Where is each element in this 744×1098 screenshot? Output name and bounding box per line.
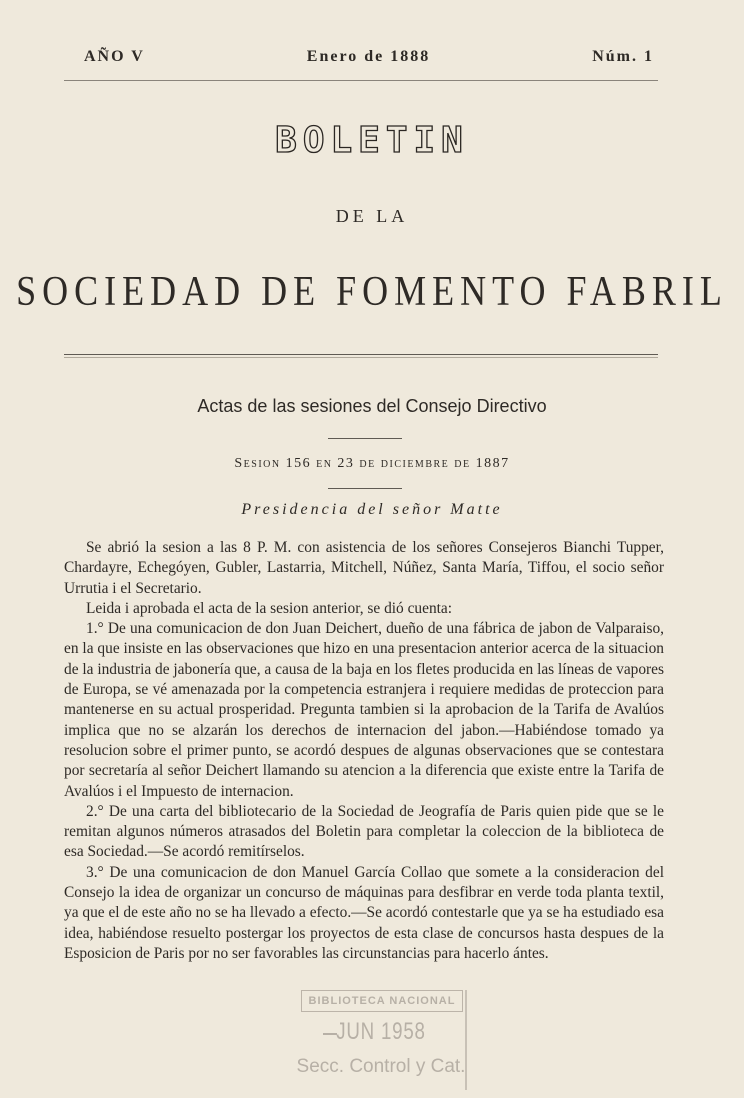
stamp-section: Secc. Control y Cat. xyxy=(296,1056,466,1077)
issue-number: Núm. 1 xyxy=(592,48,654,65)
heading-rule xyxy=(328,438,402,439)
society-name: SOCIEDAD DE FOMENTO FABRIL xyxy=(16,267,728,315)
stamp-library-name: BIBLIOTECA NACIONAL xyxy=(301,990,463,1012)
section-heading: Actas de las sesiones del Consejo Directivo xyxy=(197,396,547,416)
paragraph-item-3: 3.° De una comunicacion de don Manuel García Collao que somete a la consideracion del Consejo la idea de organizar un concurso de máquinas para desfibrar en verde toda planta textil, ya que el de este año no se ha llevado a efecto.—Se acordó contestarle que ya se ha estudiado esa idea, habiéndose resuelto postergar los proyectos de esta clase de concursos hasta despues de la Esposicion de Paris por no ser favorables las circunstancias para hacerlo ántes. xyxy=(64,863,664,962)
masthead-divider xyxy=(64,80,658,81)
presidency-line: Presidencia del señor Matte xyxy=(241,501,503,518)
library-stamp xyxy=(295,986,467,1094)
title-divider-secondary xyxy=(64,357,658,358)
paragraph-approval: Leida i aprobada el acta de la sesion anterior, se dió cuenta: xyxy=(86,599,453,617)
publication-title: BOLETIN xyxy=(275,120,469,161)
paragraph-item-1: 1.° De una comunicacion de don Juan Deichert, dueño de una fábrica de jabon de Valparaiso, en la que insiste en las observaciones que hizo en una presentacion anterior acerca de la situacion de la industria de jabonería que, a causa de la baja en los fletes producida en las líneas de vapores de Europa, se vé amenazada por la competencia estranjera i requiere medidas de proteccion para mantenerse en su actual prosperidad. Pregunta tambien si la aprobacion de la Tarifa de Avalúos implica que no se alzarán los derechos de internacion del jabon.—Habiéndose tomado ya resolucion sobre el primer punto, se acordó despues de algunas observaciones que se contestara por secretaría al señor Deichert llamando su atencion a la diferencia que existe entre la Tarifa de Avalúos i el Impuesto de internacion. xyxy=(64,620,664,800)
paragraph-item-2: 2.° De una carta del bibliotecario de la Sociedad de Jeografía de Paris quien pide que se le remitan algunos números atrasados del Boletin para completar la coleccion de la biblioteca de esa Sociedad.—Se acordó remitírselos. xyxy=(64,802,664,861)
session-line: Sesion 156 en 23 de diciembre de 1887 xyxy=(234,456,510,471)
stamp-border xyxy=(462,990,467,1090)
masthead xyxy=(84,48,654,66)
issue-date: Enero de 1888 xyxy=(306,48,431,65)
paragraph-attendance: Se abrió la sesion a las 8 P. M. con asistencia de los señores Consejeros Bianchi Tupper, Chardayre, Echegóyen, Gubler, Lastarria, Mitchell, Núñez, Santa María, Tiffou, el socio señor Urrutia i el Secretario. xyxy=(64,539,664,597)
session-rule xyxy=(328,488,402,489)
volume-year: AÑO V xyxy=(84,48,145,65)
minutes-body xyxy=(64,538,664,964)
title-connector: DE LA xyxy=(335,206,409,226)
title-divider xyxy=(64,354,658,355)
stamp-date: JUN 1958 xyxy=(336,1018,426,1045)
